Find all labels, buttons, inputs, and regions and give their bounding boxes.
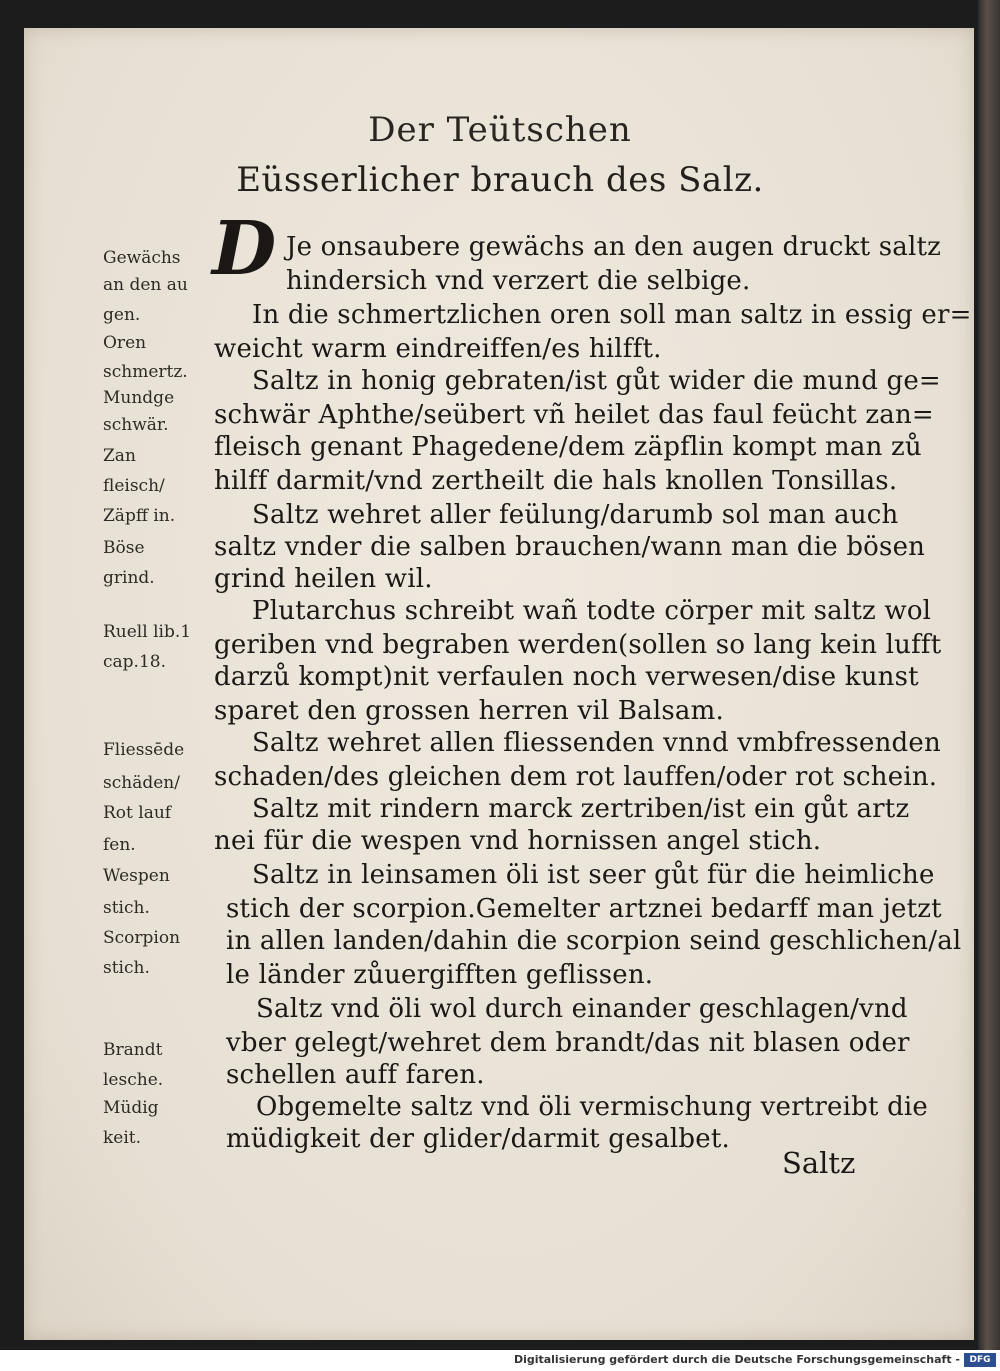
text-line: Obgemelte saltz vnd öli vermischung vertreibt die: [256, 1092, 929, 1122]
margin-note: Böse: [103, 538, 145, 558]
margin-note: gen.: [103, 305, 141, 325]
margin-note: stich.: [103, 898, 150, 918]
text-line: saltz vnder die salben brauchen/wann man die bösen: [214, 532, 926, 562]
text-line: schwär Aphthe/seübert vñ heilet das faul feücht zan=: [214, 400, 934, 430]
margin-note: stich.: [103, 958, 150, 978]
margin-note: Wespen: [103, 866, 170, 886]
margin-note: Mundge: [103, 388, 175, 408]
text-line: weicht warm eindreiffen/es hilfft.: [214, 334, 662, 364]
text-line: müdigkeit der glider/darmit gesalbet.: [226, 1124, 730, 1154]
text-line: schaden/des gleichen dem rot lauffen/oder rot schein.: [214, 762, 938, 792]
section-title: Eüsserlicher brauch des Salz.: [236, 160, 764, 200]
text-line: sparet den grossen herren vil Balsam.: [214, 696, 724, 726]
margin-note: cap.18.: [103, 652, 166, 672]
catchword: Saltz: [782, 1146, 856, 1180]
margin-note: fleisch/: [103, 476, 165, 496]
margin-note: schäden/: [103, 773, 180, 793]
text-line: Saltz in honig gebraten/ist gůt wider die mund ge=: [252, 366, 941, 396]
text-line: hilff darmit/vnd zertheilt die hals knollen Tonsillas.: [214, 466, 898, 496]
margin-note: lesche.: [103, 1070, 164, 1090]
margin-note: Zan: [103, 446, 136, 466]
text-line: nei für die wespen vnd hornissen angel stich.: [214, 826, 822, 856]
text-line: Saltz wehret aller feülung/darumb sol man auch: [252, 500, 899, 530]
margin-note: schmertz.: [103, 362, 188, 382]
text-line: vber gelegt/wehret dem brandt/das nit blasen oder: [226, 1028, 910, 1058]
margin-note: Müdig: [103, 1098, 159, 1118]
text-line: Saltz wehret allen fliessenden vnnd vmbfressenden: [252, 728, 941, 758]
text-line: fleisch genant Phagedene/dem zäpflin kompt man zů: [214, 432, 922, 462]
margin-note: fen.: [103, 835, 136, 855]
text-line: stich der scorpion.Gemelter artznei bedarff man jetzt: [226, 894, 942, 924]
footer-bar: [0, 1350, 1000, 1371]
text-line: Saltz vnd öli wol durch einander geschlagen/vnd: [256, 994, 908, 1024]
book-spine: [978, 0, 1000, 1350]
margin-note: Oren: [103, 333, 147, 353]
text-line: grind heilen wil.: [214, 564, 433, 594]
text-line: schellen auff faren.: [226, 1060, 485, 1090]
text-line: geriben vnd begraben werden(sollen so lang kein lufft: [214, 630, 942, 660]
text-line: darzů kompt)nit verfaulen noch verwesen/dise kunst: [214, 662, 919, 692]
text-line: Plutarchus schreibt wañ todte cörper mit saltz wol: [252, 596, 932, 626]
dfg-logo: DFG: [964, 1353, 996, 1367]
margin-note: Ruell lib.1: [103, 622, 192, 642]
text-line: hindersich vnd verzert die selbige.: [286, 266, 751, 296]
running-head: Der Teütschen: [368, 110, 632, 150]
margin-note: an den au: [103, 275, 188, 295]
margin-note: Fliessēde: [103, 740, 185, 760]
funding-notice: Digitalisierung gefördert durch die Deutsche Forschungsgemeinschaft -: [513, 1353, 960, 1366]
decorated-initial: D: [212, 206, 277, 292]
text-line: Saltz in leinsamen öli ist seer gůt für die heimliche: [252, 860, 935, 890]
text-line: Je onsaubere gewächs an den augen druckt saltz: [286, 232, 942, 262]
margin-note: Brandt: [103, 1040, 163, 1060]
text-line: le länder zůuergifften geflissen.: [226, 960, 654, 990]
margin-note: keit.: [103, 1128, 142, 1148]
text-line: in allen landen/dahin die scorpion seind geschlichen/al: [226, 926, 962, 956]
margin-note: Zäpff in.: [103, 506, 176, 526]
text-line: In die schmertzlichen oren soll man saltz in essig er=: [252, 300, 972, 330]
margin-note: schwär.: [103, 415, 169, 435]
margin-note: grind.: [103, 568, 155, 588]
margin-note: Gewächs: [103, 248, 181, 268]
margin-note: Rot lauf: [103, 803, 172, 823]
margin-note: Scorpion: [103, 928, 181, 948]
text-line: Saltz mit rindern marck zertriben/ist ein gůt artz: [252, 794, 910, 824]
